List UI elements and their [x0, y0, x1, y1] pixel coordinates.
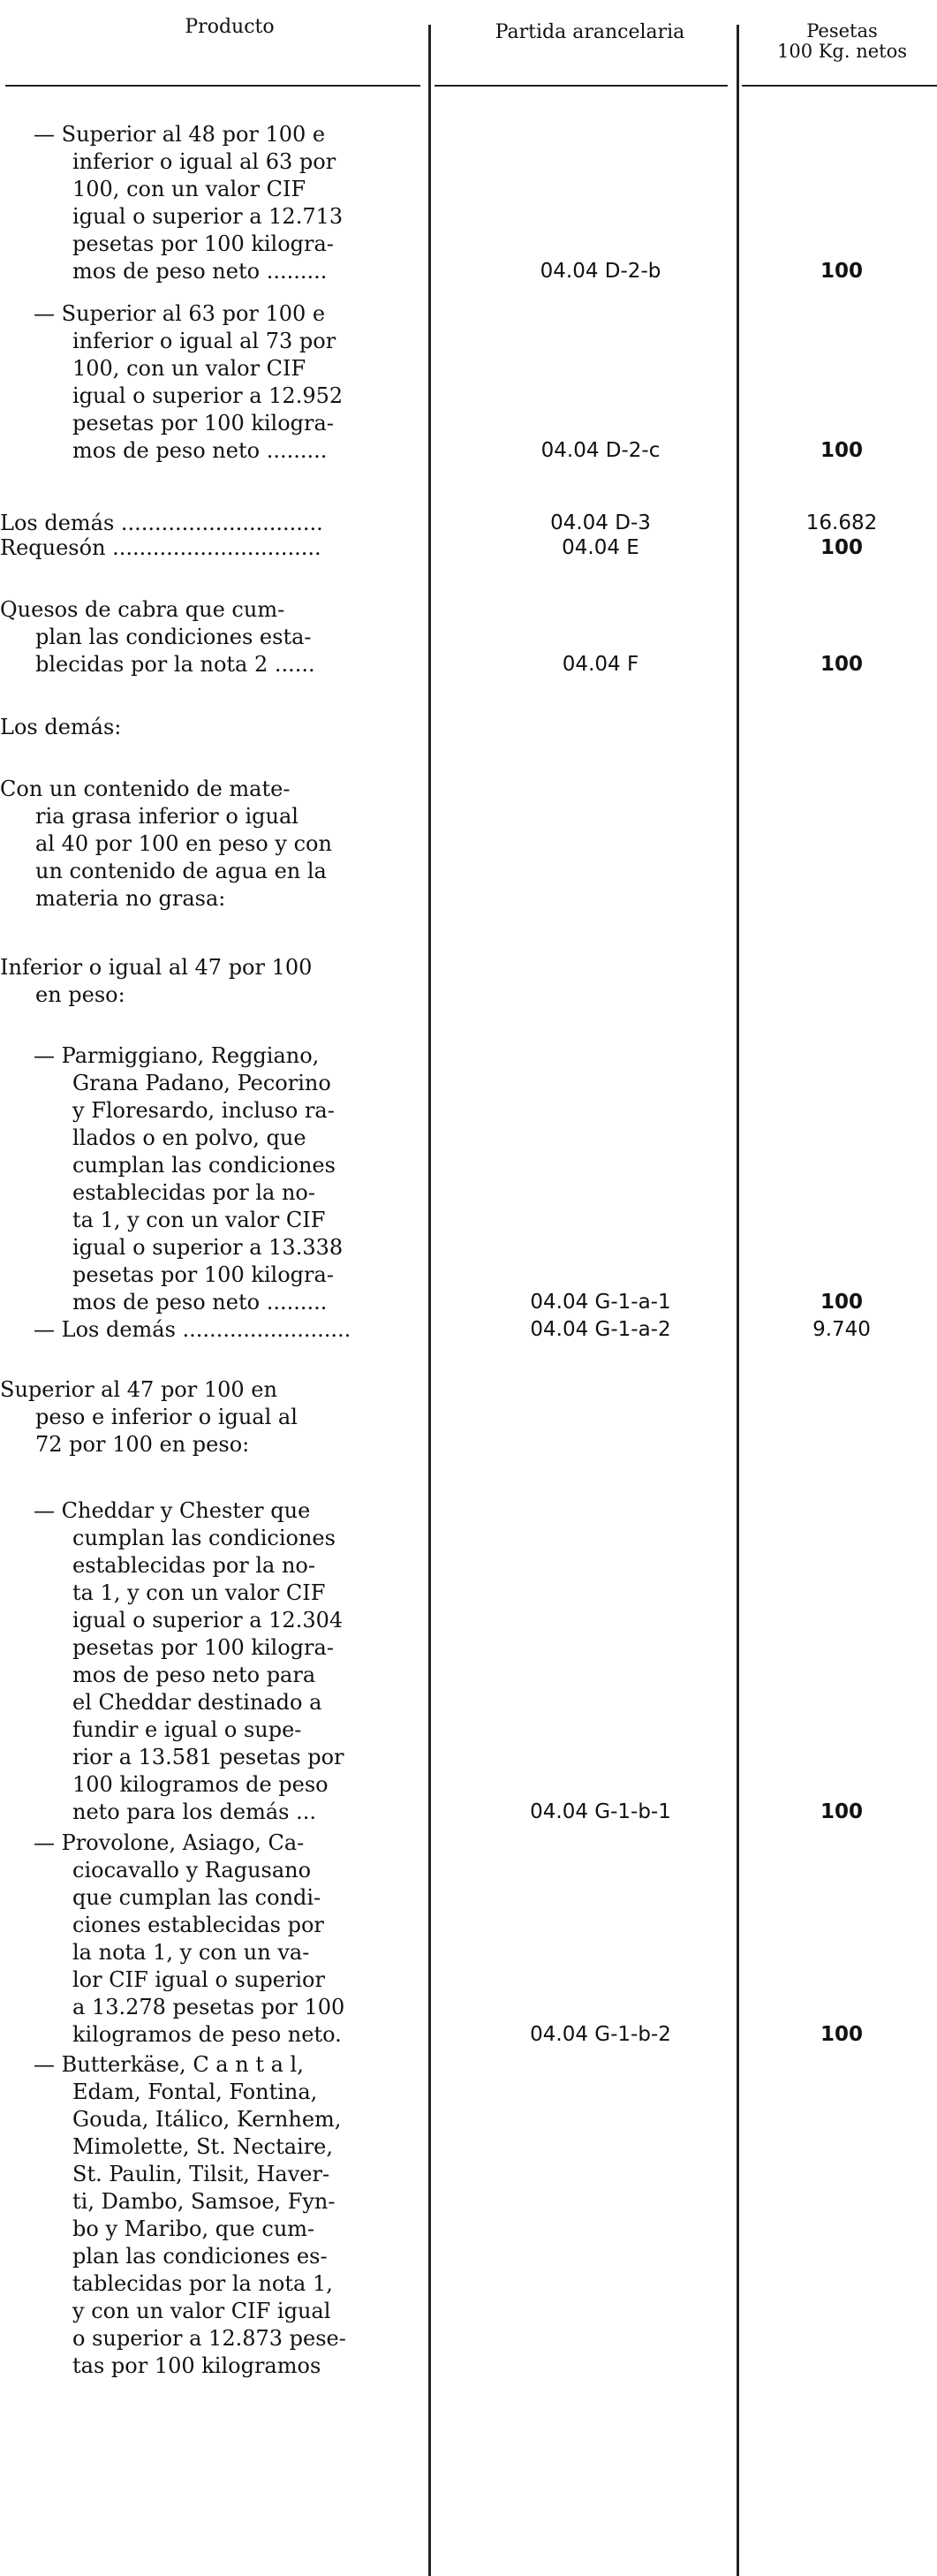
- product-description: — Butterkäse, C a n t a l, Edam, Fontal, Fontina, Gouda, Itálico, Kernhem, Mimolette, St. Nectaire, St. Paulin, Tilsit, Haver- ti, Dambo, Samsoe, Fyn- bo y Maribo, que cum- plan las condiciones es- tablecidas por la nota 1, y con un valor CIF igual o superior a 12.873 pese- tas por 100 kilogramos: [34, 2052, 346, 2378]
- section-heading: Superior al 47 por 100 en peso e inferior o igual al 72 por 100 en peso:: [0, 1377, 298, 1457]
- pesetas-value: 100: [820, 536, 863, 559]
- section-heading: Inferior o igual al 47 por 100 en peso:: [0, 955, 313, 1007]
- product-description: — Superior al 48 por 100 e inferior o igual al 63 por 100, con un valor CIF igual o superior a 12.713 pesetas por 100 kilogra- mos de peso neto .........: [34, 122, 344, 284]
- product-description: Los demás ..............................: [0, 511, 323, 535]
- header-pesetas: [747, 21, 937, 62]
- tariff-code: 04.04 D-2-b: [540, 260, 661, 283]
- tariff-code: 04.04 E: [562, 536, 639, 559]
- pesetas-value: 9.740: [812, 1318, 871, 1341]
- table-header: [0, 0, 937, 88]
- tariff-code: 04.04 G-1-b-2: [530, 2023, 671, 2046]
- header-partida-arancelaria: Partida arancelaria: [495, 21, 685, 43]
- header-pesetas-line2: 100 Kg. netos: [776, 41, 908, 62]
- product-description: — Superior al 63 por 100 e inferior o igual al 73 por 100, con un valor CIF igual o superior a 12.952 pesetas por 100 kilogra- mos de peso neto .........: [34, 301, 344, 463]
- tariff-code: 04.04 F: [562, 653, 639, 676]
- product-description: — Cheddar y Chester que cumplan las condiciones establecidas por la no- ta 1, y con un valor CIF igual o superior a 12.304 pesetas por 100 kilogra- mos de peso neto para el Cheddar destinado a fundir e igual o supe- rior a 13.581 pesetas por 100 kilogramos de peso neto para los demás ...: [34, 1498, 344, 1824]
- product-description: Quesos de cabra que cum- plan las condiciones esta- blecidas por la nota 2 ......: [0, 597, 315, 677]
- header-rule-right: [742, 85, 937, 87]
- column-divider-2: [737, 25, 739, 2576]
- pesetas-value: 16.682: [805, 511, 878, 534]
- section-heading: Los demás:: [0, 715, 122, 739]
- header-pesetas-line1: Pesetas: [806, 20, 878, 42]
- product-description: — Provolone, Asiago, Ca- ciocavallo y Ragusano que cumplan las condi- ciones establecidas por la nota 1, y con un va- lor CIF igual o superior a 13.278 pesetas por 100 kilogramos de peso neto.: [34, 1830, 345, 2047]
- section-heading: Con un contenido de mate- ria grasa inferior o igual al 40 por 100 en peso y con un contenido de agua en la materia no grasa:: [0, 777, 332, 911]
- pesetas-value: 100: [820, 260, 863, 283]
- pesetas-value: 100: [820, 1800, 863, 1823]
- tariff-code: 04.04 G-1-a-2: [530, 1318, 671, 1341]
- header-rule-middle: [434, 85, 728, 87]
- tariff-code: 04.04 G-1-b-1: [530, 1800, 671, 1823]
- tariff-code: 04.04 D-2-c: [540, 439, 661, 462]
- product-description: — Parmiggiano, Reggiano, Grana Padano, Pecorino y Floresardo, incluso ra- llados o en polvo, que cumplan las condiciones establecidas por la no- ta 1, y con un valor CIF igual o superior a 13.338 pesetas por 100 kilogra- mos de peso neto .........: [34, 1043, 344, 1315]
- tariff-code: 04.04 D-3: [550, 511, 651, 534]
- pesetas-value: 100: [820, 2023, 863, 2046]
- pesetas-value: 100: [820, 439, 863, 462]
- pesetas-value: 100: [820, 653, 863, 676]
- pesetas-value: 100: [820, 1291, 863, 1314]
- product-description: — Los demás .........................: [34, 1317, 351, 1342]
- header-producto: Producto: [185, 16, 275, 38]
- header-rule-left: [5, 85, 420, 87]
- product-description: Requesón ...............................: [0, 535, 321, 560]
- tariff-code: 04.04 G-1-a-1: [530, 1291, 671, 1314]
